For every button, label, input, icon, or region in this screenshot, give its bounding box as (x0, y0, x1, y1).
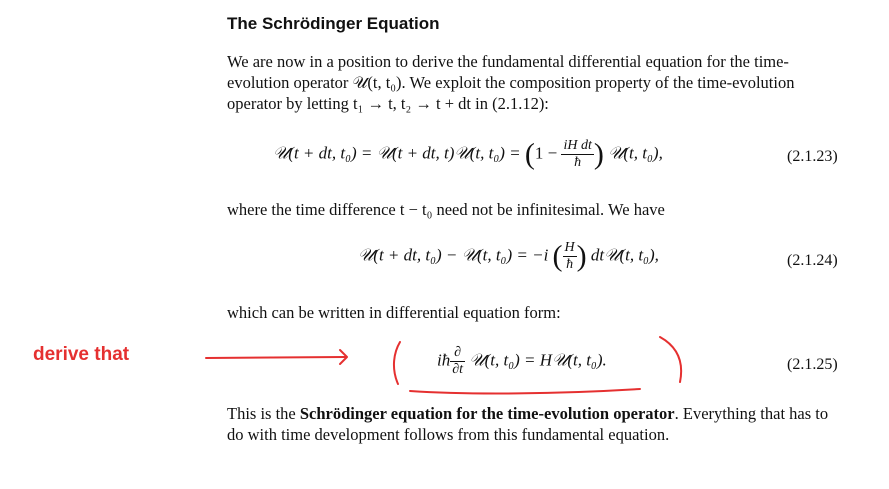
paragraph-intro: We are now in a position to derive the fundamental differential equation for the time-evolution operator 𝒰(t, t₀). We exploit the composition property of the time-evolution operator by letting t₁ → t, t₂ → t + dt in (2.1.12): (227, 52, 795, 113)
fraction-denominator: ħ (566, 257, 574, 272)
left-paren: ( (552, 239, 563, 273)
annotation-left-bracket (394, 342, 400, 384)
annotation-right-bracket (660, 337, 681, 382)
equation-prefix: iħ (437, 350, 451, 370)
paragraph-differential-form: which can be written in differential equation form: (227, 303, 561, 322)
equation-number: (2.1.23) (787, 148, 838, 165)
equation-number: (2.1.25) (787, 356, 838, 373)
equation-number: (2.1.24) (787, 252, 838, 269)
equation-lhs: 𝒰(t + dt, t₀) − 𝒰(t, t₀) = −i (358, 245, 549, 265)
equation-tail: dt𝒰(t, t₀), (590, 245, 659, 265)
equation-lhs: 𝒰(t + dt, t₀) = 𝒰(t + dt, t)𝒰(t, t₀) = (273, 143, 521, 163)
conclusion-text-before: This is the (227, 404, 300, 423)
annotation-label: derive that (33, 344, 130, 365)
paragraph-time-difference: where the time difference t − t₀ need not be infinitesimal. We have (227, 200, 665, 219)
one-minus: 1 − (534, 143, 558, 163)
equation-tail: 𝒰(t, t₀) = H𝒰(t, t₀). (469, 350, 607, 370)
annotation-underline (410, 389, 640, 393)
fraction-denominator: ∂t (452, 362, 464, 377)
equation-tail: 𝒰(t, t₀), (608, 143, 663, 163)
conclusion-text-after: . Everything that has to do with time development follows from this fundamental equation. (227, 404, 829, 444)
conclusion-bold-term: Schrödinger equation for the time-evolution operator (299, 404, 675, 423)
left-paren: ( (524, 137, 535, 171)
fraction-numerator: ∂ (450, 345, 465, 362)
fraction-numerator: iH dt (563, 138, 592, 153)
annotation-arrow-line (206, 357, 345, 358)
right-paren: ) (593, 137, 604, 171)
fraction-numerator: H (564, 240, 575, 255)
right-paren: ) (576, 239, 587, 273)
section-title: The Schrödinger Equation (227, 14, 440, 33)
fraction-denominator: ħ (574, 155, 582, 170)
